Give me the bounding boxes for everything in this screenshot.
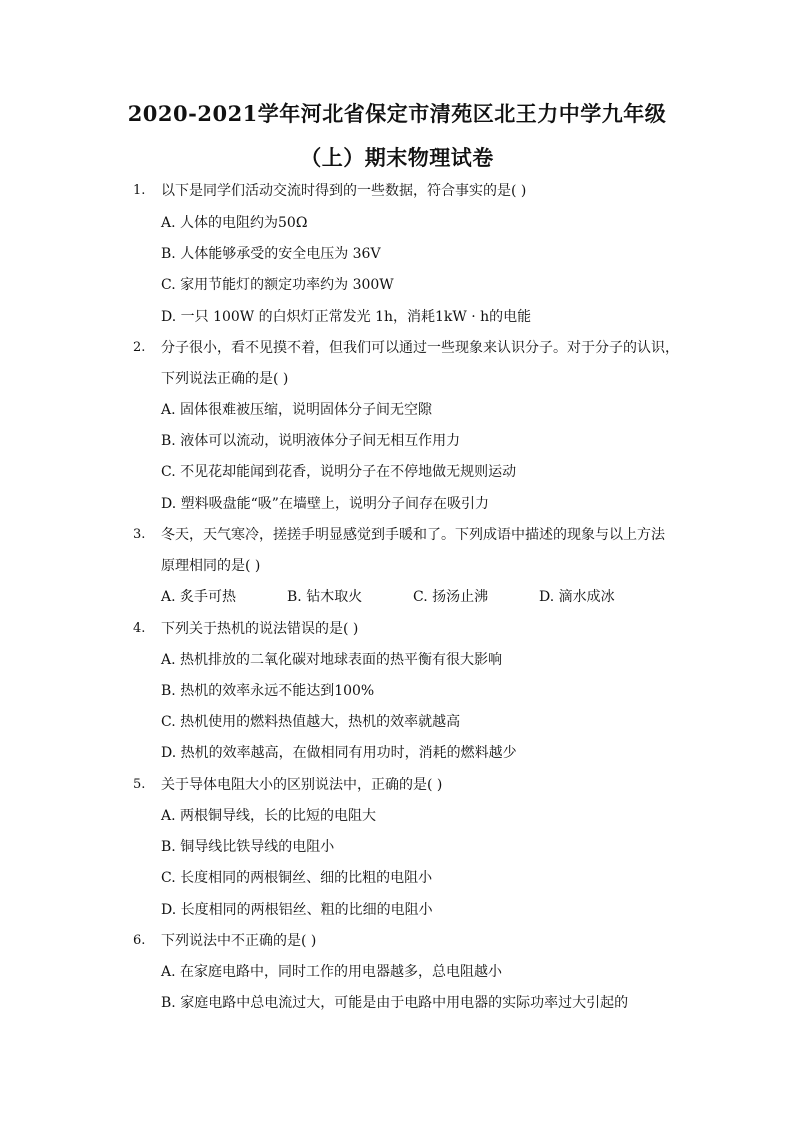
question-stem: 以下是同学们活动交流时得到的一些数据，符合事实的是( ) [161, 183, 527, 199]
option-b: B. 钻木取火 [287, 589, 363, 605]
option-a: A. 固体很难被压缩，说明固体分子间无空隙 [161, 402, 433, 418]
question-stem: 分子很小，看不见摸不着，但我们可以通过一些现象来认识分子。对于分子的认识， [161, 340, 679, 356]
option-c: C. 家用节能灯的额定功率约为 300W [161, 277, 394, 293]
question-number: 3. [133, 527, 146, 542]
question-number: 2. [133, 340, 146, 355]
option-d: D. 热机的效率越高，在做相同有用功时，消耗的燃料越少 [161, 745, 517, 761]
question-stem: 关于导体电阻大小的区别说法中，正确的是( ) [161, 777, 443, 793]
option-c: C. 长度相同的两根铜丝、细的比粗的电阻小 [161, 870, 433, 886]
question-stem-continued: 原理相同的是( ) [161, 558, 261, 574]
option-a: A. 在家庭电路中，同时工作的用电器越多，总电阻越小 [161, 964, 503, 980]
option-b: B. 铜导线比铁导线的电阻小 [161, 839, 335, 855]
exam-title-line-1: 2020-2021学年河北省保定市清苑区北王力中学九年级 [127, 101, 667, 126]
option-c: C. 热机使用的燃料热值越大，热机的效率就越高 [161, 714, 461, 730]
question-number: 4. [133, 621, 146, 636]
exam-title-line-2: （上）期末物理试卷 [300, 145, 494, 170]
option-d: D. 一只 100W 的白炽灯正常发光 1h，消耗1kW · h的电能 [161, 309, 532, 325]
question-stem-continued: 下列说法正确的是( ) [161, 371, 289, 387]
option-d: D. 塑料吸盘能“吸”在墙壁上，说明分子间存在吸引力 [161, 496, 489, 512]
option-a: A. 热机排放的二氧化碳对地球表面的热平衡有很大影响 [161, 652, 503, 668]
option-b: B. 家庭电路中总电流过大，可能是由于电路中用电器的实际功率过大引起的 [161, 995, 629, 1011]
option-a: A. 炙手可热 [161, 589, 237, 605]
option-a: A. 人体的电阻约为50Ω [161, 215, 308, 231]
option-a: A. 两根铜导线，长的比短的电阻大 [161, 808, 377, 824]
question-stem: 冬天，天气寒冷，搓搓手明显感觉到手暖和了。下列成语中描述的现象与以上方法 [161, 527, 665, 543]
option-b: B. 热机的效率永远不能达到100% [161, 683, 375, 699]
option-c: C. 扬汤止沸 [413, 589, 489, 605]
option-c: C. 不见花却能闻到花香，说明分子在不停地做无规则运动 [161, 464, 517, 480]
question-number: 6. [133, 933, 146, 948]
question-stem: 下列关于热机的说法错误的是( ) [161, 621, 359, 637]
option-b: B. 人体能够承受的安全电压为 36V [161, 246, 381, 262]
option-d: D. 滴水成冰 [539, 589, 615, 605]
question-number: 1. [133, 183, 146, 198]
question-number: 5. [133, 777, 146, 792]
option-b: B. 液体可以流动，说明液体分子间无相互作用力 [161, 433, 461, 449]
question-stem: 下列说法中不正确的是( ) [161, 933, 317, 949]
option-d: D. 长度相同的两根铝丝、粗的比细的电阻小 [161, 902, 433, 918]
